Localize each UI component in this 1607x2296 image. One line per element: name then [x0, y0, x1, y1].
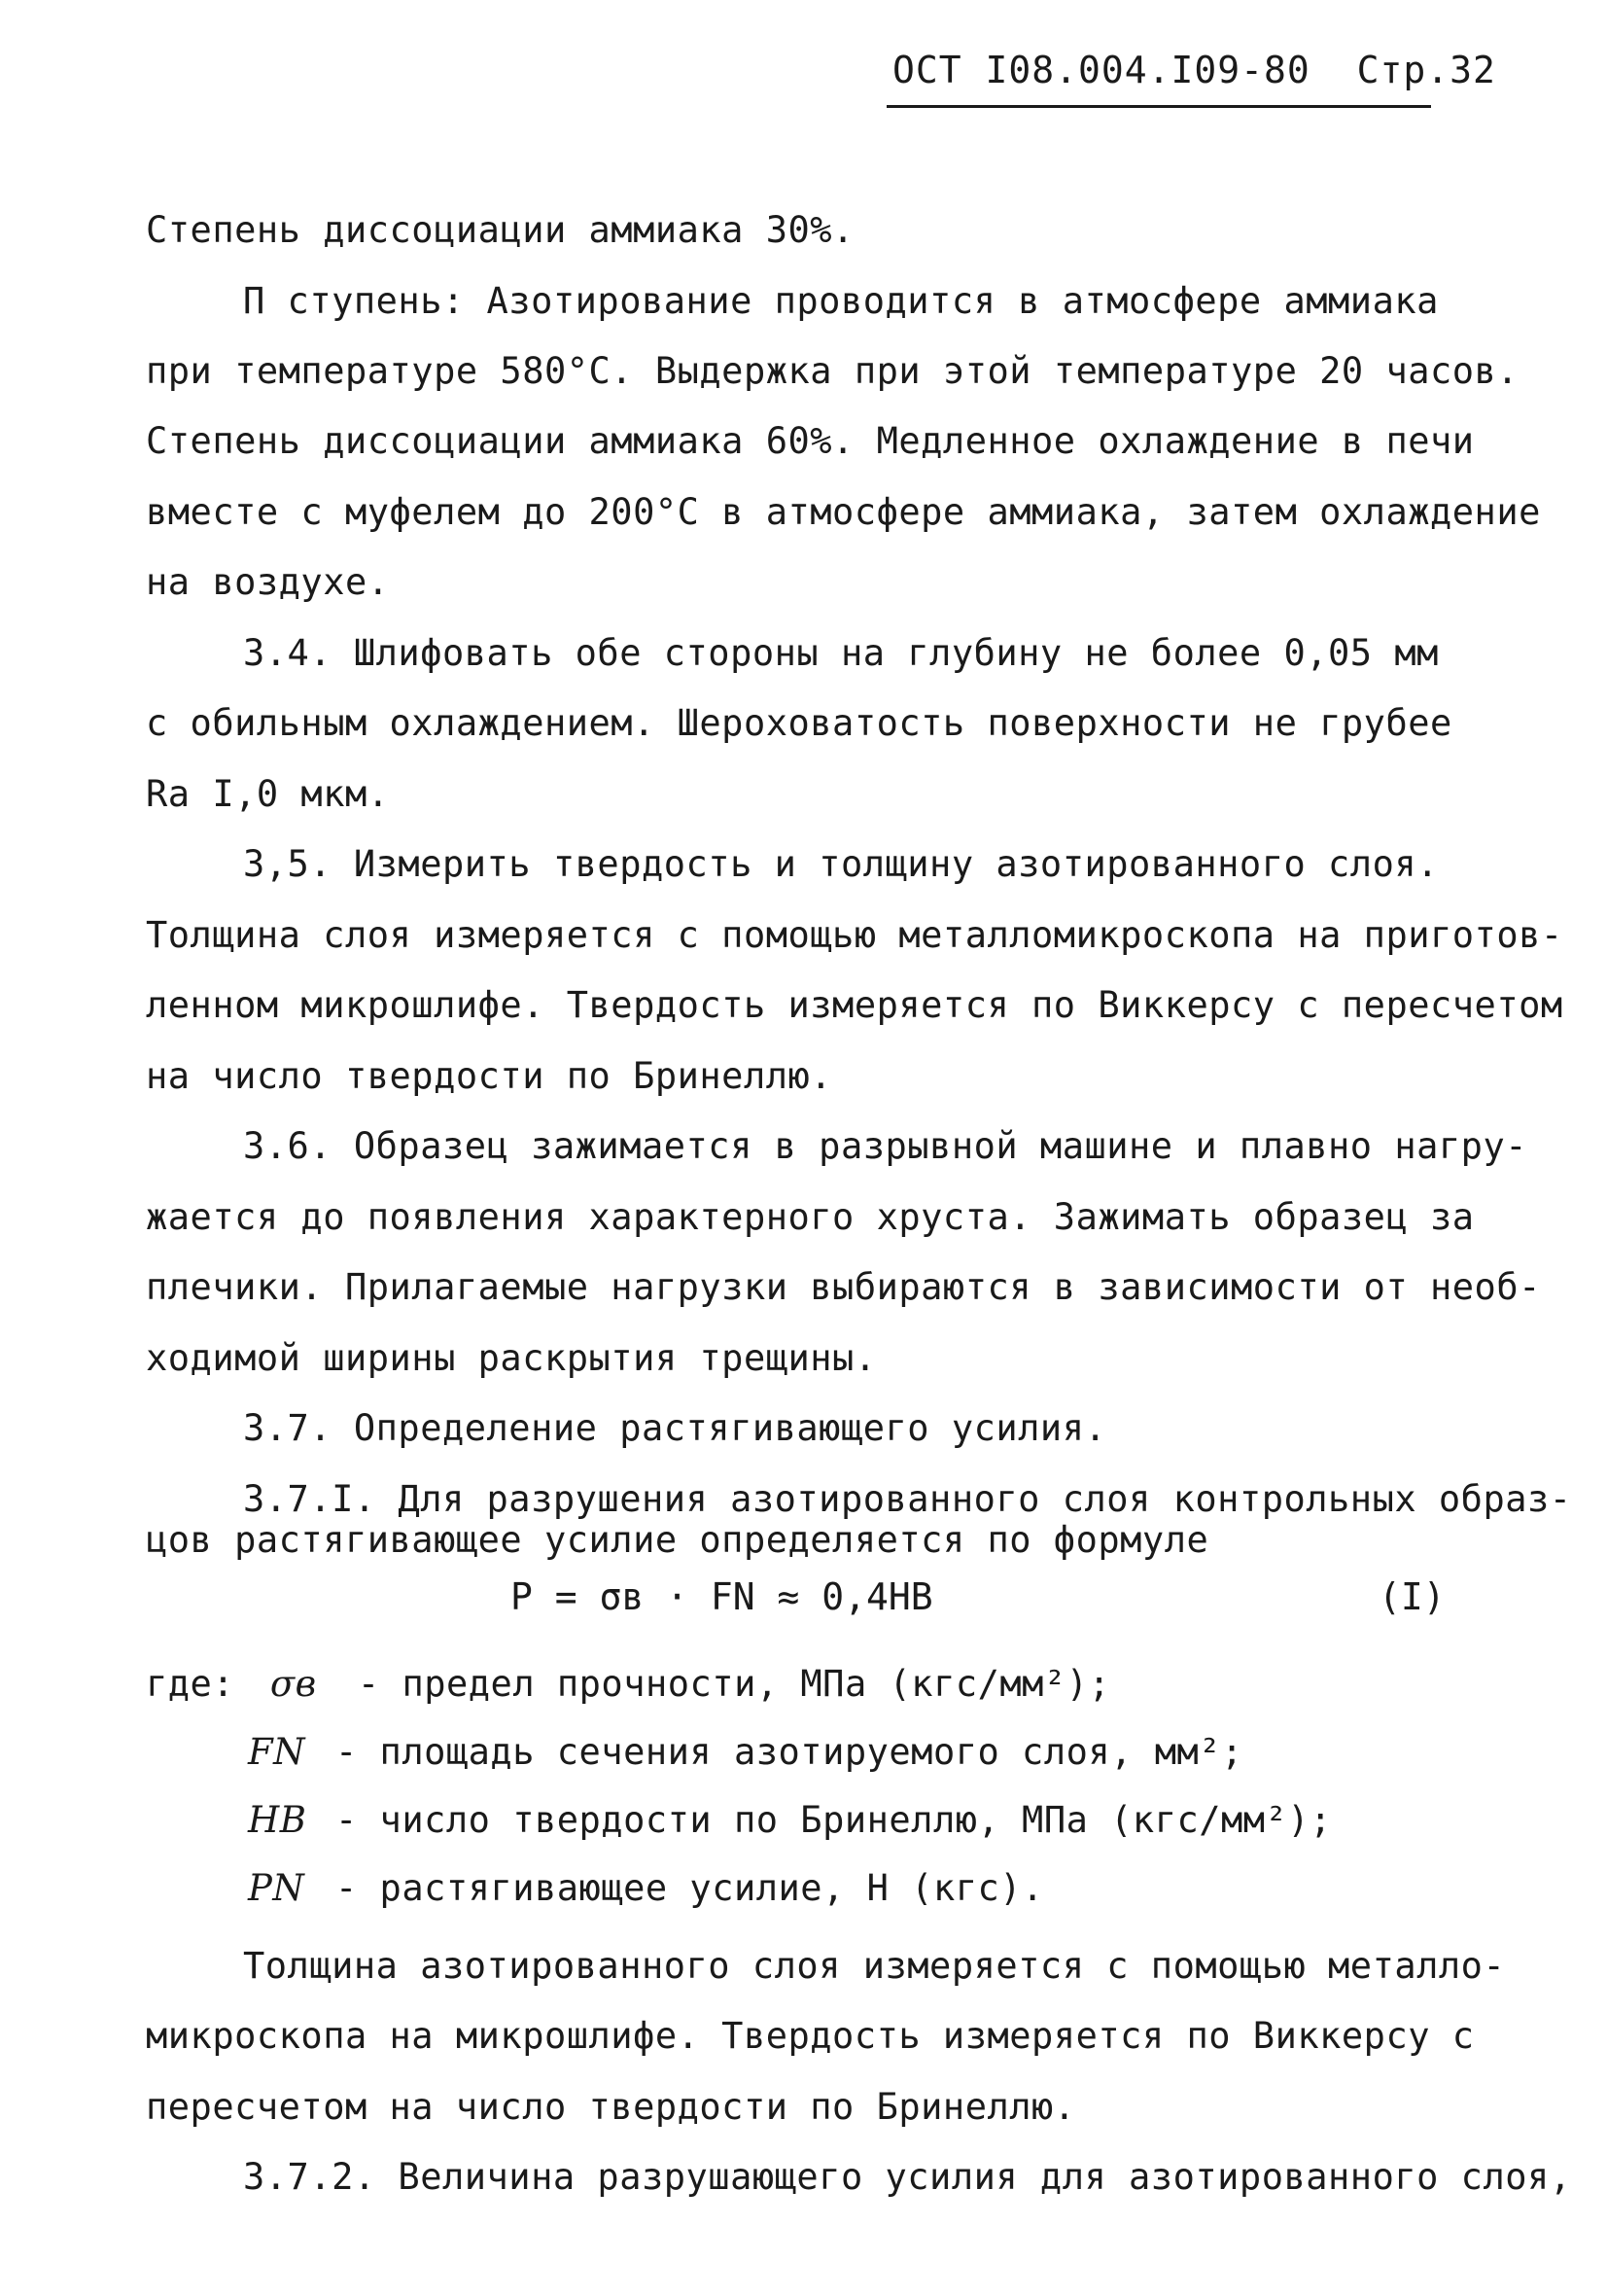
definition-row	[248, 1867, 1044, 1909]
text-line: на число твердости по Бринеллю.	[146, 1055, 833, 1097]
text-line: пересчетом на число твердости по Бринеллю.	[146, 2086, 1076, 2128]
text-line: Толщина азотированного слоя измеряется с помощью металло-	[243, 1945, 1506, 1987]
text-line: ходимой ширины раскрытия трещины.	[146, 1337, 877, 1379]
text-line: Степень диссоциации аммиака 60%. Медленное охлаждение в печи	[146, 420, 1475, 462]
text-line: жается до появления характерного хруста. Зажимать образец за	[146, 1196, 1475, 1238]
definition-symbol: HB	[248, 1799, 307, 1841]
page-number: Стр.32	[1356, 49, 1496, 91]
text-line: 3,5. Измерить твердость и толщину азотированного слоя.	[243, 843, 1439, 885]
text-line: 3.6. Образец зажимается в разрывной машине и плавно нагру-	[243, 1125, 1528, 1167]
text-line: Ra I,0 мкм.	[146, 773, 390, 815]
definition-text: - растягивающее усилие, Н (кгс).	[335, 1867, 1044, 1909]
definition-row	[146, 1663, 1110, 1705]
page-header	[892, 49, 1496, 91]
text-line: Степень диссоциации аммиака 30%.	[146, 209, 855, 251]
text-line: на воздухе.	[146, 561, 390, 603]
text-line: микроскопа на микрошлифе. Твердость измеряется по Виккерсу с	[146, 2015, 1475, 2057]
text-line: П ступень: Азотирование проводится в атмосфере аммиака	[243, 280, 1439, 322]
text-line: при температуре 580°С. Выдержка при этой температуре 20 часов.	[146, 350, 1520, 392]
text-line: 3.7.I. Для разрушения азотированного слоя контрольных образ-	[243, 1478, 1572, 1520]
document-code: ОСТ I08.004.I09-80	[892, 49, 1310, 91]
text-line: цов растягивающее усилие определяется по формуле	[146, 1519, 1209, 1561]
text-line: с обильным охлаждением. Шероховатость поверхности не грубее	[146, 702, 1452, 744]
text-line: вместе с муфелем до 200°С в атмосфере аммиака, затем охлаждение	[146, 491, 1541, 533]
definition-text: - площадь сечения азотируемого слоя, мм²;	[335, 1731, 1243, 1773]
where-label: где:	[146, 1663, 235, 1705]
definition-symbol: σв	[269, 1663, 317, 1705]
text-line: 3.7. Определение растягивающего усилия.	[243, 1407, 1107, 1449]
text-line: ленном микрошлифе. Твердость измеряется по Виккерсу с пересчетом	[146, 984, 1563, 1026]
definition-symbol: PN	[248, 1867, 305, 1909]
text-line: 3.7.2. Величина разрушающего усилия для азотированного слоя,	[243, 2156, 1572, 2198]
text-line: Толщина слоя измеряется с помощью металломикроскопа на приготов-	[146, 914, 1563, 956]
formula: P = σв · FN ≈ 0,4HB	[510, 1575, 933, 1618]
definition-symbol: FN	[248, 1731, 306, 1773]
definition-text: - предел прочности, МПа (кгс/мм²);	[357, 1663, 1111, 1705]
text-line: 3.4. Шлифовать обе стороны на глубину не более 0,05 мм	[243, 632, 1439, 674]
definition-row	[248, 1731, 1243, 1773]
definition-row	[248, 1799, 1332, 1841]
text-line: плечики. Прилагаемые нагрузки выбираются в зависимости от необ-	[146, 1266, 1541, 1308]
header-underline	[887, 105, 1431, 108]
formula-number: (I)	[1379, 1575, 1446, 1618]
definition-text: - число твердости по Бринеллю, МПа (кгс/мм²);	[335, 1799, 1332, 1841]
